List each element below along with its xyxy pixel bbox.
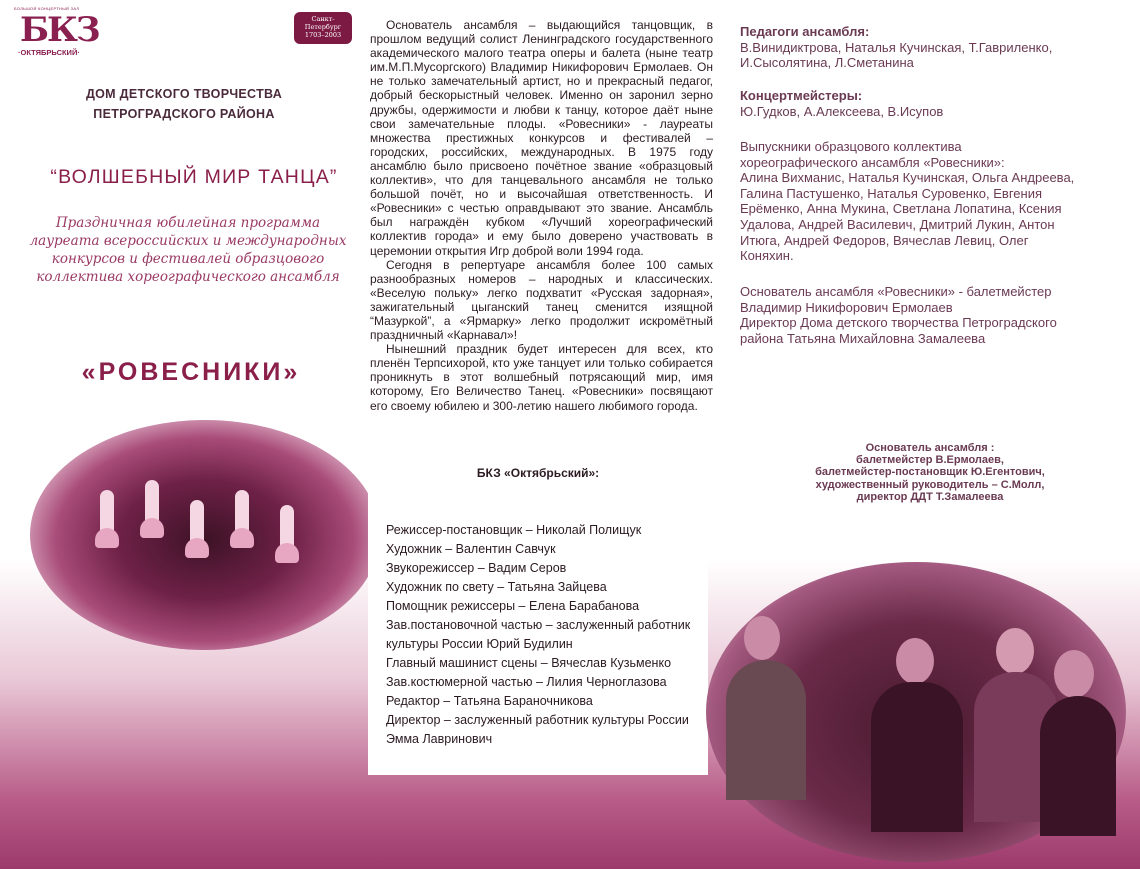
organizer-line: ДОМ ДЕТСКОГО ТВОРЧЕСТВА — [85, 87, 283, 101]
founder-line: района Татьяна Михайловна Замалеева — [740, 330, 986, 346]
subtitle-line: конкурсов и фестивалей образцового — [51, 251, 325, 267]
teachers-line: И.Сысолятина, Л.Сметанина — [740, 55, 914, 71]
credit-line: Директор – заслуженный работник культуры России — [386, 713, 689, 727]
subtitle-line: коллектива хореографического ансамбля — [36, 269, 340, 285]
description-paragraph: Сегодня в репертуаре ансамбля более 100 самых разнообразных номеров – народных и классических. «Веселую польку» легко подхватит «Русская задорная», зажигательный цыганский танец сменится изящной “Мазуркой”, а «Ярмарку» легко продолжит искромётный праздничный «Карнавал»! — [370, 257, 713, 343]
graduates-line: Алина Вихманис, Наталья Кучинская, Ольга Андреева, — [740, 170, 1075, 186]
credit-line: Эмма Лавринович — [386, 732, 493, 746]
caption-line: балетмейстер В.Ермолаев, — [856, 454, 1004, 467]
credit-line: Режиссер-постановщик – Николай Полищук — [386, 523, 642, 537]
credit-line: Художник по свету – Татьяна Зайцева — [386, 580, 607, 594]
credit-line: Зав.костюмерной частью – Лилия Черноглазова — [386, 675, 667, 689]
dancers-photo — [30, 420, 380, 650]
credit-line: Художник – Валентин Савчук — [386, 542, 556, 556]
credit-line: культуры России Юрий Будилин — [386, 637, 573, 651]
person-head — [896, 638, 934, 684]
graduates-line: Итюга, Андрей Федоров, Вячеслав Левиц, Олег — [740, 232, 1029, 248]
person-body — [871, 682, 963, 832]
organizer-heading — [0, 84, 368, 124]
credit-line: Звукорежиссер – Вадим Серов — [386, 561, 567, 575]
founder-line: Основатель ансамбля «Ровесники» - балетмейстер — [740, 284, 1052, 299]
dancer-dress — [275, 543, 299, 563]
subtitle-line: лауреата всероссийских и международных — [29, 233, 347, 249]
person-head — [996, 628, 1034, 674]
subtitle-line: Праздничная юбилейная программа — [55, 215, 321, 231]
ensemble-name: «РОВЕСНИКИ» — [81, 358, 301, 386]
badge-line: Санкт- — [311, 15, 335, 23]
credit-line: Главный машинист сцены – Вячеслав Кузьменко — [386, 656, 672, 670]
badge-line: Петербург — [304, 23, 342, 31]
ensemble-description — [370, 18, 713, 413]
person-head — [744, 616, 780, 660]
logo-mark: БКЗ — [20, 10, 99, 50]
founder-director-block — [740, 284, 1100, 346]
caption-line: балетмейстер-постановщик Ю.Егентович, — [815, 466, 1045, 479]
organizer-line: ПЕТРОГРАДСКОГО РАЙОНА — [93, 107, 275, 121]
graduates-line: Выпускники образцового коллектива — [740, 139, 962, 154]
credits-list — [386, 521, 708, 749]
dancer-dress — [230, 528, 254, 548]
program-subtitle — [28, 214, 348, 286]
person-body — [726, 660, 806, 800]
logo-name: ·ОКТЯБРЬСКИЙ· — [18, 48, 80, 57]
bkz-logo — [14, 6, 99, 57]
caption-line: директор ДДТ Т.Замалеева — [856, 490, 1004, 503]
description-paragraph: Нынешний праздник будет интересен для всех, кто пленён Терпсихорой, кто уже танцует или только собирается проникнуть в этот волшебный потрясающий мир, имя которому, Его Величество Танец. «Ровесники» посвящают его своему юбилею и 300-летию нашего любимого города. — [370, 342, 713, 413]
teachers-block — [740, 24, 1100, 71]
left-panel — [0, 0, 368, 869]
spb-300-badge — [294, 12, 352, 44]
caption-line: Основатель ансамбля : — [865, 442, 995, 454]
founder-line: Директор Дома детского творчества Петроградского — [740, 315, 1057, 331]
caption-line: художественный руководитель – С.Молл, — [815, 478, 1045, 491]
graduates-line: хореографического ансамбля «Ровесники»: — [740, 154, 1005, 170]
logo-small-text: БОЛЬШОЙ КОНЦЕРТНЫЙ ЗАЛ — [14, 6, 80, 11]
dancer-dress — [140, 518, 164, 538]
credit-line: Редактор – Татьяна Бараночникова — [386, 694, 593, 708]
teachers-heading: Педагоги ансамбля: — [740, 24, 870, 39]
teachers-line: В.Винидиктрова, Наталья Кучинская, Т.Гавриленко, — [740, 39, 1053, 55]
group-photo — [706, 562, 1126, 862]
show-title: “ВОЛШЕБНЫЙ МИР ТАНЦА” — [50, 166, 338, 188]
graduates-line: Удалова, Андрей Василевич, Дмитрий Лукин, Антон — [740, 216, 1055, 232]
accompanists-block — [740, 88, 1100, 119]
bkz-credits-heading: БКЗ «Октябрьский»: — [476, 466, 600, 480]
graduates-line: Коняхин. — [740, 248, 794, 264]
accompanists-heading: Концертмейстеры: — [740, 88, 863, 103]
graduates-line: Галина Пастушенко, Наталья Суровенко, Евгения — [740, 185, 1042, 201]
dancer-dress — [185, 538, 209, 558]
founder-line: Владимир Никифорович Ермолаев — [740, 299, 953, 315]
credit-line: Помощник режиссеры – Елена Барабанова — [386, 599, 640, 613]
badge-line: 1703–2003 — [304, 31, 342, 39]
description-paragraph: Основатель ансамбля – выдающийся танцовщик, в прошлом ведущий солист Ленинградского государственного академического малого театра оперы и балета (ныне театр им.М.П.Мусоргского) Владимир Никифорович Ермолаев. Он не только замечательный артист, но и прекрасный педагог, добрый бескорыстный человек. Именно он заронил зерно дружбы, одержимости и любви к танцу, которое даёт ныне свои замечательные плоды. «Ровесники» - лауреаты множества престижных конкурсов и фестивалей – городских, российских, международных. В 1975 году ансамблю было присвоено почётное звание «образцовый коллектив», что для танцевального ансамбля не только большой почёт, но и высочайшая ответственность. И «Ровесники» с честью оправдывают это звание. Ансамбль был награждён кубком «Лучший хореографический коллектив города» и ему было доверено участвовать в церемонии открытия Игр доброй воли 1994 года. — [370, 18, 713, 258]
dancer-dress — [95, 528, 119, 548]
person-body — [1040, 696, 1116, 836]
photo-caption — [760, 442, 1100, 503]
person-head — [1054, 650, 1094, 698]
accompanists-line: Ю.Гудков, А.Алексеева, В.Исупов — [740, 103, 944, 119]
graduates-line: Ерёменко, Анна Мукина, Светлана Лопатина, Ксения — [740, 201, 1062, 217]
graduates-block — [740, 139, 1100, 264]
credit-line: Зав.постановочной частью – заслуженный работник — [386, 618, 691, 632]
